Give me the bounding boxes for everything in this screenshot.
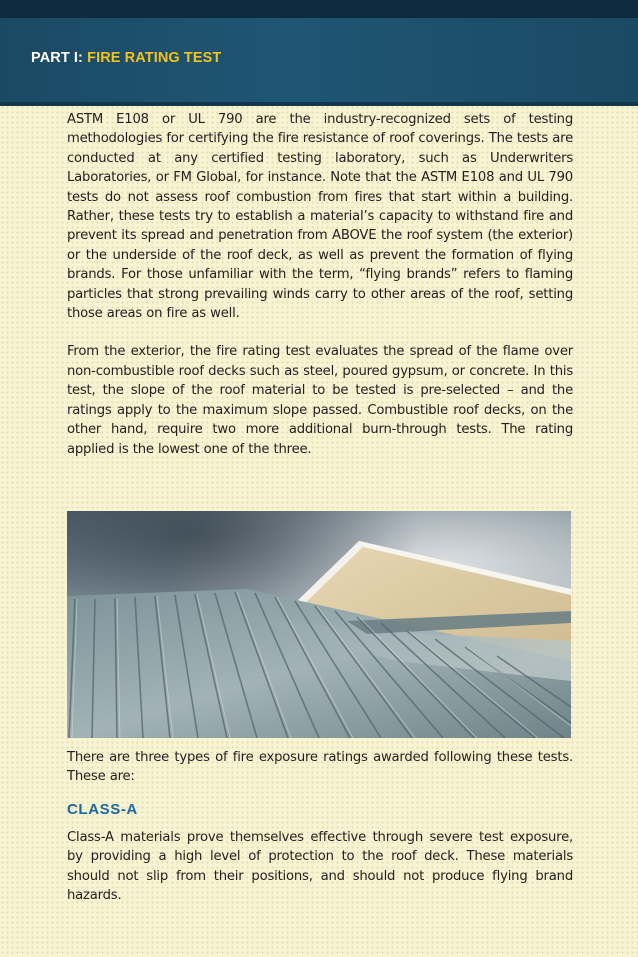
part-label: PART I:	[31, 50, 83, 66]
body-text-top	[67, 110, 573, 459]
section-title	[31, 50, 221, 66]
paragraph-exterior-test: From the exterior, the fire rating test evaluates the spread of the flame over non-combustible roof decks such as steel, poured gypsum, or concrete. In this test, the slope of the roof material to be tested is pre-selected – and the ratings apply to the maximum slope passed. Combustible roof decks, on the other hand, require two more additional burn-through tests. The rating applied is the lowest one of the three.	[67, 344, 573, 457]
paragraph-ratings-intro: There are three types of fire exposure ratings awarded following these tests. These are:	[67, 750, 573, 785]
top-bar	[0, 0, 638, 18]
body-text-bottom	[67, 748, 573, 905]
section-title-accent: FIRE RATING TEST	[87, 50, 222, 66]
section-header-band	[0, 18, 638, 106]
class-a-description: Class-A materials prove themselves effective through severe test exposure, by providing a high level of protection to the roof deck. These materials should not slip from their positions, and should not produce flying brand hazards.	[67, 829, 573, 904]
class-a-heading: CLASS-A	[67, 800, 138, 818]
paragraph-astm-intro: ASTM E108 or UL 790 are the industry-recognized sets of testing methodologies for certifying the fire resistance of roof coverings. The tests are conducted at any certified testing laboratory, such as Underwriters Laboratories, or FM Global, for instance. Note that the ASTM E108 and UL 790 tests do not assess roof combustion from fires that start within a building. Rather, these tests try to establish a material’s capacity to withstand fire and prevent its spread and penetration from ABOVE the roof system (the exterior) or the underside of the roof deck, as well as prevent the formation of flying brands. For those unfamiliar with the term, “flying brands” refers to flaming particles that strong prevailing winds carry to other areas of the roof, setting those areas on fire as well.	[67, 112, 573, 322]
metal-roof-photo	[67, 511, 571, 738]
